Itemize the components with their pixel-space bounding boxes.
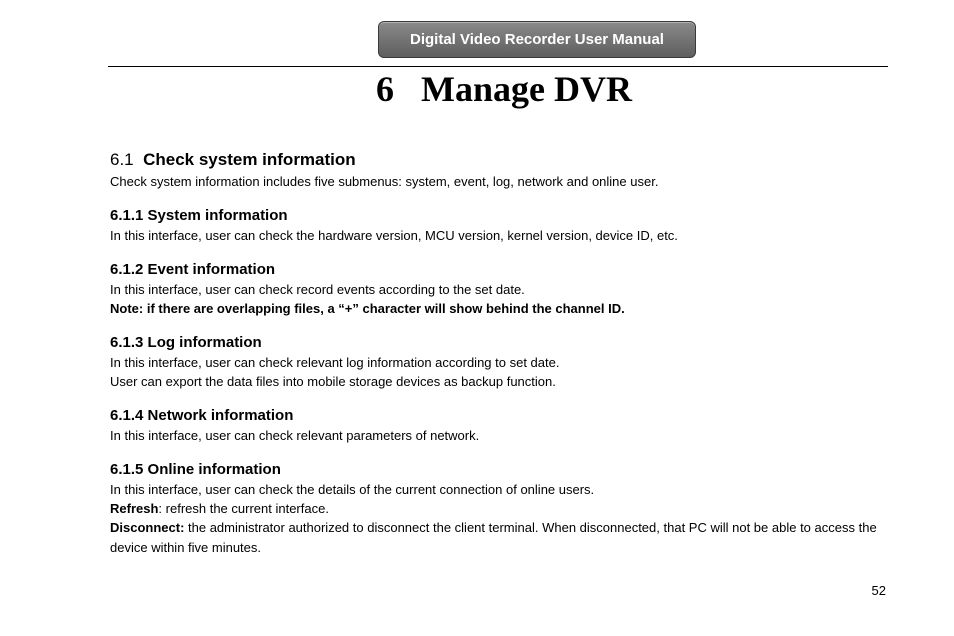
disconnect-description: Disconnect: the administrator authorized to disconnect the client terminal. When disconnected, that PC will not be able to access the device within five minutes.: [110, 520, 877, 555]
system-info-text: In this interface, user can check the hardware version, MCU version, kernel version, device ID, etc.: [110, 228, 678, 243]
log-info-text-1: In this interface, user can check relevant log information according to set date.: [110, 355, 560, 370]
page-number: 52: [871, 583, 886, 598]
subheading-event-information: 6.1.2 Event information: [110, 261, 276, 278]
chapter-name: Manage DVR: [421, 69, 632, 109]
network-info-text: In this interface, user can check relevant parameters of network.: [110, 428, 480, 443]
chapter-number: 6: [376, 69, 394, 109]
chapter-title: [0, 68, 954, 110]
header-divider: [108, 66, 888, 67]
refresh-description: Refresh: refresh the current interface.: [110, 501, 329, 516]
subheading-system-information: 6.1.1 System information: [110, 207, 288, 224]
section-heading-6-1: 6.1 Check system information: [110, 150, 356, 169]
event-info-note: Note: if there are overlapping files, a “+” character will show behind the channel ID.: [110, 301, 625, 316]
event-info-text: In this interface, user can check record events according to the set date.: [110, 282, 525, 297]
section-intro-text: Check system information includes five submenus: system, event, log, network and online user.: [110, 174, 659, 189]
manual-title-badge: Digital Video Recorder User Manual: [378, 21, 696, 58]
online-info-text: In this interface, user can check the details of the current connection of online users.: [110, 482, 595, 497]
page-content: [110, 148, 890, 558]
subheading-network-information: 6.1.4 Network information: [110, 407, 294, 424]
subheading-log-information: 6.1.3 Log information: [110, 334, 262, 351]
log-info-text-2: User can export the data files into mobile storage devices as backup function.: [110, 374, 556, 389]
subheading-online-information: 6.1.5 Online information: [110, 461, 281, 478]
